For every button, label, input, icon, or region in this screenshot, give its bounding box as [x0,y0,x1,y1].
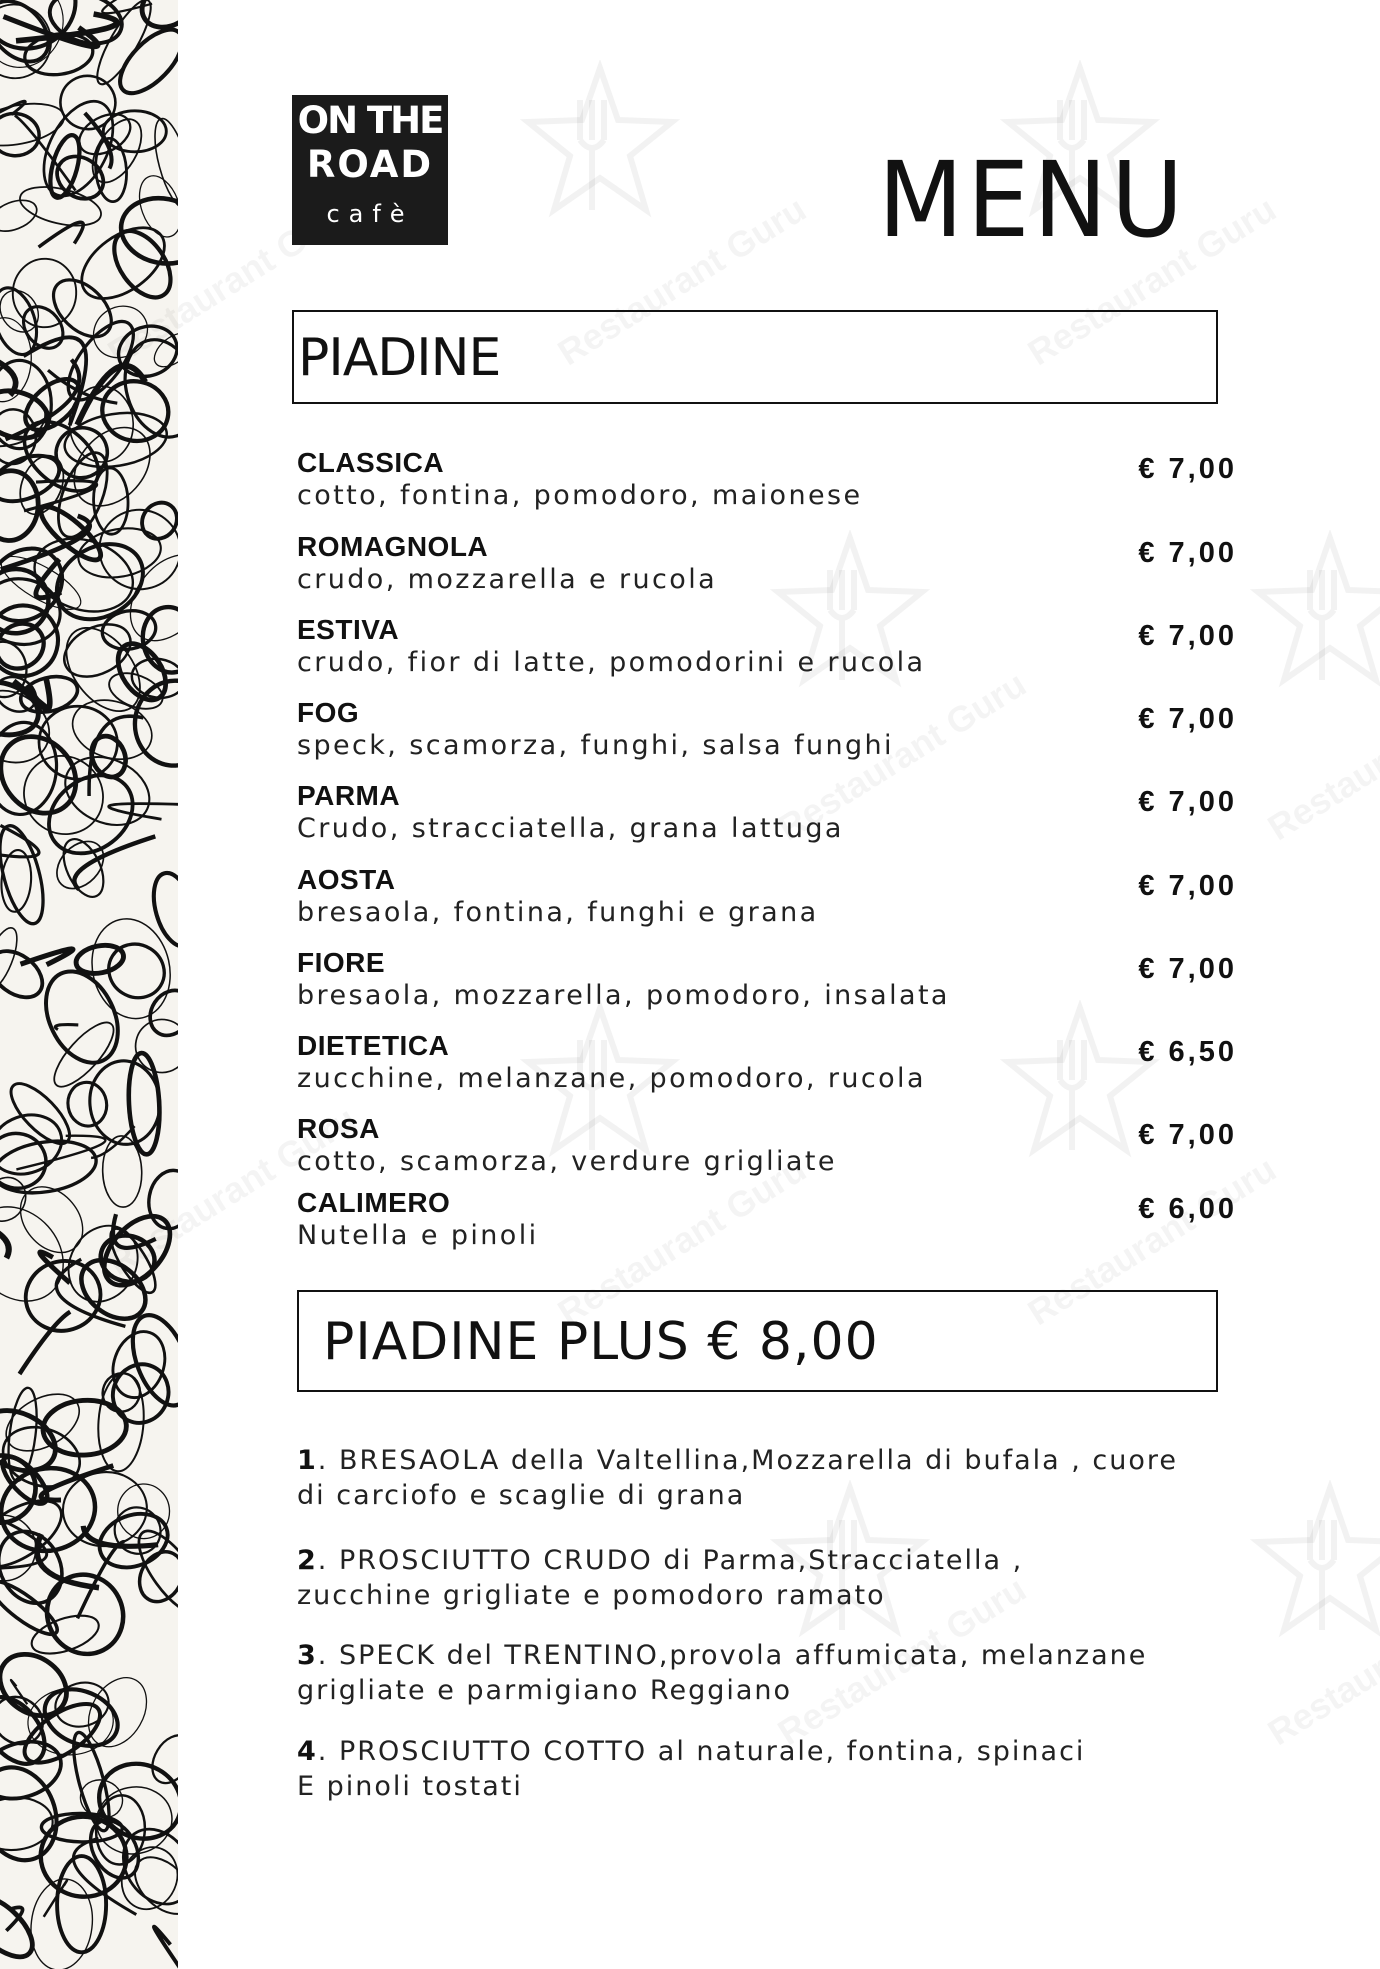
item-name: DIETETICA [297,1030,450,1061]
item-price: € 6,50 [1138,1036,1237,1068]
item-price: € 7,00 [1138,703,1237,735]
item-description: Nutella e pinoli [297,1220,539,1251]
item-description: crudo, mozzarella e rucola [297,564,718,595]
plus-item-line-2: E pinoli tostati [297,1771,523,1802]
plus-item-number: 3 [297,1640,318,1671]
item-price: € 7,00 [1138,453,1237,485]
menu-item [297,1112,1247,1192]
plus-item-number: 2 [297,1545,318,1576]
decorative-pattern-strip [0,0,178,1969]
menu-item [297,613,1247,693]
plus-item-line-1: . BRESAOLA della Valtellina,Mozzarella di bufala , cuore [317,1445,1179,1476]
item-price: € 7,00 [1138,1119,1237,1151]
menu-item [297,1029,1247,1109]
plus-item-line-2: di carciofo e scaglie di grana [297,1480,746,1511]
item-description: cotto, scamorza, verdure grigliate [297,1146,837,1177]
item-name: AOSTA [297,864,396,895]
watermark-text [1260,663,1380,849]
plus-item-line-1: . SPECK del TRENTINO,provola affumicata, melanzane [317,1640,1148,1671]
item-description: zucchine, melanzane, pomodoro, rucola [297,1063,926,1094]
plus-item [297,1543,1237,1613]
watermark-text [1260,1568,1380,1754]
fork-star-icon [1250,530,1380,704]
menu-item [297,696,1247,776]
fork-star-icon [1250,1480,1380,1654]
item-price: € 7,00 [1138,537,1237,569]
plus-item-line-1: . PROSCIUTTO COTTO al naturale, fontina, spinaci [317,1736,1086,1767]
item-name: CLASSICA [297,447,445,478]
logo-line-3: cafè [326,200,414,228]
fork-star-icon [520,60,680,234]
item-name: CALIMERO [297,1187,451,1218]
item-price: € 7,00 [1138,786,1237,818]
cafe-logo [292,95,448,245]
item-name: PARMA [297,780,401,811]
item-name: ROMAGNOLA [297,531,489,562]
menu-item [297,946,1247,1026]
section-header-piadine [292,310,1218,404]
plus-item-line-1: . PROSCIUTTO CRUDO di Parma,Stracciatella , [317,1545,1024,1576]
plus-item [297,1734,1237,1804]
plus-item-number: 1 [297,1445,318,1476]
menu-item [297,530,1247,610]
item-name: ESTIVA [297,614,400,645]
item-price: € 7,00 [1138,870,1237,902]
item-price: € 6,00 [1138,1193,1237,1225]
plus-item [297,1638,1237,1708]
item-name: ROSA [297,1113,380,1144]
item-description: Crudo, stracciatella, grana lattuga [297,813,844,844]
plus-item [297,1443,1237,1513]
menu-title: MENU [878,139,1188,261]
item-description: bresaola, fontina, funghi e grana [297,897,819,928]
item-name: FIORE [297,947,386,978]
plus-item-line-2: zucchine grigliate e pomodoro ramato [297,1580,886,1611]
logo-line-2: ROAD [306,143,434,186]
item-description: bresaola, mozzarella, pomodoro, insalata [297,980,950,1011]
item-description: speck, scamorza, funghi, salsa funghi [297,730,894,761]
section-title-piadine: PIADINE [298,328,501,388]
item-description: cotto, fontina, pomodoro, maionese [297,480,863,511]
plus-item-line-2: grigliate e parmigiano Reggiano [297,1675,793,1706]
item-name: FOG [297,697,360,728]
menu-item [297,1186,1247,1266]
menu-item [297,779,1247,859]
logo-line-1: ON THE [297,99,443,142]
menu-item [297,446,1247,526]
menu-item [297,863,1247,943]
section-header-piadine-plus [297,1290,1218,1392]
item-price: € 7,00 [1138,620,1237,652]
section-title-piadine-plus: PIADINE PLUS € 8,00 [323,1312,879,1372]
plus-item-number: 4 [297,1736,318,1767]
item-price: € 7,00 [1138,953,1237,985]
item-description: crudo, fior di latte, pomodorini e rucola [297,647,926,678]
